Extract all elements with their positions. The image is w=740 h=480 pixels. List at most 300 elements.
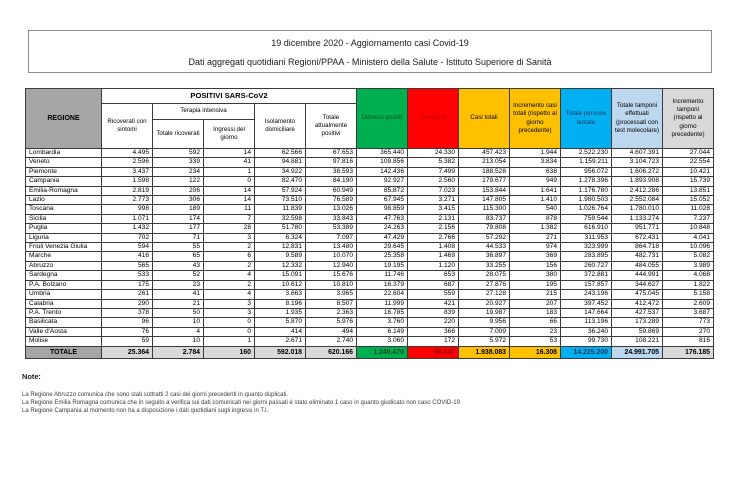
- cell-value: 6.324: [255, 233, 306, 242]
- cell-value: 10.612: [255, 280, 306, 289]
- cell-value: 29.645: [357, 243, 408, 252]
- cell-value: 2.412.286: [612, 186, 663, 195]
- cell-value: 3: [204, 308, 255, 317]
- cell-value: 1.935: [255, 308, 306, 317]
- cell-value: 11: [204, 205, 255, 214]
- cell-value: 53.389: [306, 224, 357, 233]
- cell-value: 44.533: [459, 243, 510, 252]
- cell-value: 1.133.274: [612, 214, 663, 223]
- cell-value: 13.480: [306, 243, 357, 252]
- cell-value: 0: [204, 318, 255, 327]
- cell-value: 52: [153, 271, 204, 280]
- cell-value: 378: [102, 308, 153, 317]
- cell-value: 956.072: [561, 167, 612, 176]
- table-row: [26, 224, 714, 233]
- cell-value: 156: [510, 261, 561, 270]
- total-row: [26, 346, 714, 358]
- cell-value: 283.895: [561, 252, 612, 261]
- cell-value: 2.766: [408, 233, 459, 242]
- cell-value: 66: [510, 318, 561, 327]
- cell-value: 27.044: [663, 149, 714, 158]
- total-value: 1.249.470: [357, 346, 408, 358]
- cell-value: 1.598: [102, 177, 153, 186]
- cell-value: 38.593: [306, 167, 357, 176]
- cell-value: 13.851: [663, 186, 714, 195]
- cell-value: 290: [102, 299, 153, 308]
- cell-value: 1.408: [408, 243, 459, 252]
- cell-value: 36.240: [561, 327, 612, 336]
- cell-value: 3: [204, 299, 255, 308]
- cell-value: 2.671: [255, 337, 306, 346]
- cell-value: 951.771: [612, 224, 663, 233]
- cell-value: 10.810: [306, 280, 357, 289]
- column-header-incremento-tamponi: Incremento tamponi (rispetto al giorno precedente): [663, 89, 714, 149]
- cell-value: 33.255: [459, 261, 510, 270]
- cell-value: 1: [204, 167, 255, 176]
- cell-value: 32.598: [255, 214, 306, 223]
- cell-value: 15.052: [663, 196, 714, 205]
- cell-value: 1.893.908: [612, 177, 663, 186]
- cell-value: 20.927: [459, 299, 510, 308]
- cell-value: 3.060: [357, 337, 408, 346]
- cell-value: 484.055: [612, 261, 663, 270]
- cell-value: 147.664: [561, 308, 612, 317]
- cell-value: 16.379: [357, 280, 408, 289]
- cell-value: 687: [408, 280, 459, 289]
- cell-value: 3.834: [510, 158, 561, 167]
- cell-value: 188.528: [459, 167, 510, 176]
- total-value: 2.784: [153, 346, 204, 358]
- cell-value: 1.120: [408, 261, 459, 270]
- total-value: 592.018: [255, 346, 306, 358]
- cell-value: 271: [510, 233, 561, 242]
- cell-value: 998: [102, 205, 153, 214]
- cell-value: 43: [153, 261, 204, 270]
- cell-value: 12.332: [255, 261, 306, 270]
- cell-value: 76.589: [306, 196, 357, 205]
- cell-value: 28.075: [459, 271, 510, 280]
- cell-value: 380: [510, 271, 561, 280]
- cell-value: 2.609: [663, 299, 714, 308]
- note-line: La Regione Emilia Romagna comunica che in seguito a verifica sui dati comunicati nei giorni passati è stato eliminato 1 caso in quanto giudicato non caso COVID-19: [22, 400, 460, 406]
- cell-value: 3.415: [408, 205, 459, 214]
- cell-value: 96: [102, 318, 153, 327]
- column-header-ingressi-giorno: Ingressi del giorno: [204, 120, 255, 149]
- cell-value: 1: [204, 337, 255, 346]
- cell-value: 65: [153, 252, 204, 261]
- cell-value: 59.869: [612, 327, 663, 336]
- cell-value: 2.552.084: [612, 196, 663, 205]
- cell-value: 2.596: [102, 158, 153, 167]
- cell-value: 1.026.764: [561, 205, 612, 214]
- cell-value: 15.091: [255, 271, 306, 280]
- cell-value: 147.805: [459, 196, 510, 205]
- cell-value: 3.104.723: [612, 158, 663, 167]
- region-name: Lazio: [26, 196, 102, 205]
- total-value: 14.225.200: [561, 346, 612, 358]
- cell-value: 344.627: [612, 280, 663, 289]
- cell-value: 71: [153, 233, 204, 242]
- cell-value: 10.848: [663, 224, 714, 233]
- cell-value: 207: [510, 299, 561, 308]
- cell-value: 4.607.391: [612, 149, 663, 158]
- cell-value: 11.746: [357, 271, 408, 280]
- cell-value: 14: [204, 186, 255, 195]
- notes-section: [22, 372, 460, 415]
- cell-value: 195: [510, 280, 561, 289]
- cell-value: 3.965: [306, 290, 357, 299]
- table-row: [26, 233, 714, 242]
- cell-value: 1.382: [510, 224, 561, 233]
- cell-value: 183: [510, 308, 561, 317]
- cell-value: 28: [204, 224, 255, 233]
- cell-value: 8.507: [306, 299, 357, 308]
- table-row: [26, 149, 714, 158]
- cell-value: 14: [204, 149, 255, 158]
- column-header-totale-ricoverati: Totale ricoverati: [153, 120, 204, 149]
- cell-value: 2.819: [102, 186, 153, 195]
- cell-value: 4: [204, 290, 255, 299]
- region-name: Molise: [26, 337, 102, 346]
- region-name: Umbria: [26, 290, 102, 299]
- cell-value: 83.737: [459, 214, 510, 223]
- cell-value: 3.437: [102, 167, 153, 176]
- table-row: [26, 186, 714, 195]
- cell-value: 457.423: [459, 149, 510, 158]
- cell-value: 638: [510, 167, 561, 176]
- cell-value: 234: [153, 167, 204, 176]
- region-name: P.A. Trento: [26, 308, 102, 317]
- table-row: [26, 308, 714, 317]
- bulletin-subtitle: Dati aggregati quotidiani Regioni/PPAA - Ministero della Salute - Istituto Superiore di Sanità: [188, 57, 552, 67]
- note-line: La Regione Campania al momento non ha a disposizione i dati quotidiani sugli ingressi in T.I.: [22, 408, 269, 414]
- cell-value: 62.566: [255, 149, 306, 158]
- cell-value: 22.554: [663, 158, 714, 167]
- table-row: [26, 299, 714, 308]
- region-name: P.A. Bolzano: [26, 280, 102, 289]
- table-row: [26, 271, 714, 280]
- total-label: TOTALE: [26, 346, 102, 358]
- cell-value: 397.452: [561, 299, 612, 308]
- cell-value: 2.740: [306, 337, 357, 346]
- table-row: [26, 158, 714, 167]
- total-value: 176.185: [663, 346, 714, 358]
- cell-value: 372.881: [561, 271, 612, 280]
- cell-value: 73.510: [255, 196, 306, 205]
- notes-title: Note:: [22, 372, 41, 381]
- cell-value: 206: [153, 186, 204, 195]
- cell-value: 759.544: [561, 214, 612, 223]
- cell-value: 2.522.230: [561, 149, 612, 158]
- cell-value: 2: [204, 280, 255, 289]
- cell-value: 9.956: [459, 318, 510, 327]
- region-name: Basilicata: [26, 318, 102, 327]
- cell-value: 475.045: [612, 290, 663, 299]
- region-name: Toscana: [26, 205, 102, 214]
- cell-value: 1.278.396: [561, 177, 612, 186]
- cell-value: 6: [204, 252, 255, 261]
- cell-value: 34.922: [255, 167, 306, 176]
- cell-value: 85.872: [357, 186, 408, 195]
- cell-value: 816: [663, 337, 714, 346]
- cell-value: 974: [510, 243, 561, 252]
- cell-value: 12.831: [255, 243, 306, 252]
- cell-value: 270: [663, 327, 714, 336]
- cell-value: 82.470: [255, 177, 306, 186]
- cell-value: 109.856: [357, 158, 408, 167]
- cell-value: 172: [408, 337, 459, 346]
- cell-value: 2.560: [408, 177, 459, 186]
- table-row: [26, 243, 714, 252]
- cell-value: 10.096: [663, 243, 714, 252]
- total-value: 620.166: [306, 346, 357, 358]
- cell-value: 220: [408, 318, 459, 327]
- cell-value: 13.026: [306, 205, 357, 214]
- cell-value: 5.382: [408, 158, 459, 167]
- region-name: Marche: [26, 252, 102, 261]
- cell-value: 11.839: [255, 205, 306, 214]
- cell-value: 174: [153, 214, 204, 223]
- cell-value: 213.054: [459, 158, 510, 167]
- cell-value: 1.159.211: [561, 158, 612, 167]
- region-name: Campania: [26, 177, 102, 186]
- cell-value: 36.897: [459, 252, 510, 261]
- notes-lines: [22, 391, 460, 415]
- cell-value: 3.271: [408, 196, 459, 205]
- cell-value: 0: [204, 327, 255, 336]
- cell-value: 3.687: [663, 308, 714, 317]
- region-name: Abruzzo: [26, 261, 102, 270]
- cell-value: 243.196: [561, 290, 612, 299]
- table-row: [26, 290, 714, 299]
- cell-value: 365.440: [357, 149, 408, 158]
- cell-value: 67.945: [357, 196, 408, 205]
- cell-value: 27.876: [459, 280, 510, 289]
- cell-value: 15.676: [306, 271, 357, 280]
- cell-value: 7.097: [306, 233, 357, 242]
- covid-data-table: [25, 88, 714, 359]
- column-header-ricoverati-sintomi: Ricoverati con sintomi: [102, 104, 153, 149]
- cell-value: 4.495: [102, 149, 153, 158]
- cell-value: 592: [153, 149, 204, 158]
- cell-value: 414: [255, 327, 306, 336]
- table-header: [26, 89, 714, 149]
- cell-value: 1.641: [510, 186, 561, 195]
- cell-value: 11.999: [357, 299, 408, 308]
- cell-value: 7.009: [459, 327, 510, 336]
- cell-value: 1.071: [102, 214, 153, 223]
- cell-value: 179.677: [459, 177, 510, 186]
- cell-value: 369: [510, 252, 561, 261]
- cell-value: 115.300: [459, 205, 510, 214]
- cell-value: 76: [102, 327, 153, 336]
- cell-value: 565: [102, 261, 153, 270]
- column-header-tamponi-effettuati: Totale tamponi effettuati (processati con test molecolare): [612, 89, 663, 149]
- cell-value: 189: [153, 205, 204, 214]
- cell-value: 10.421: [663, 167, 714, 176]
- total-value: 25.364: [102, 346, 153, 358]
- cell-value: 11.028: [663, 205, 714, 214]
- cell-value: 5.972: [459, 337, 510, 346]
- cell-value: 306: [153, 196, 204, 205]
- total-value: 68.447: [408, 346, 459, 358]
- region-name: Emilia-Romagna: [26, 186, 102, 195]
- cell-value: 12.940: [306, 261, 357, 270]
- cell-value: 366: [408, 327, 459, 336]
- cell-value: 482.731: [612, 252, 663, 261]
- cell-value: 15.739: [663, 177, 714, 186]
- table-row: [26, 205, 714, 214]
- cell-value: 949: [510, 177, 561, 186]
- cell-value: 19.195: [357, 261, 408, 270]
- cell-value: 7: [204, 214, 255, 223]
- cell-value: 444.991: [612, 271, 663, 280]
- cell-value: 416: [102, 252, 153, 261]
- cell-value: 47.763: [357, 214, 408, 223]
- cell-value: 157.857: [561, 280, 612, 289]
- cell-value: 8.196: [255, 299, 306, 308]
- region-name: Veneto: [26, 158, 102, 167]
- column-header-isolamento: Isolamento domiciliare: [255, 104, 306, 149]
- region-name: Puglia: [26, 224, 102, 233]
- cell-value: 864.718: [612, 243, 663, 252]
- cell-value: 41: [153, 290, 204, 299]
- cell-value: 2.131: [408, 214, 459, 223]
- bulletin-title: 19 dicembre 2020 - Aggiornamento casi Covid-19: [271, 38, 469, 48]
- cell-value: 21: [153, 299, 204, 308]
- cell-value: 6.149: [357, 327, 408, 336]
- cell-value: 23: [153, 280, 204, 289]
- table-row: [26, 280, 714, 289]
- cell-value: 1.432: [102, 224, 153, 233]
- cell-value: 79.808: [459, 224, 510, 233]
- cell-value: 98.859: [357, 205, 408, 214]
- cell-value: 14: [204, 196, 255, 205]
- cell-value: 4: [153, 327, 204, 336]
- cell-value: 84.190: [306, 177, 357, 186]
- cell-value: 5.082: [663, 252, 714, 261]
- cell-value: 55: [153, 243, 204, 252]
- region-name: Valle d'Aosta: [26, 327, 102, 336]
- cell-value: 616.910: [561, 224, 612, 233]
- cell-value: 672.431: [612, 233, 663, 242]
- column-header-incremento-casi: Incremento casi totali (rispetto al giorno precedente): [510, 89, 561, 149]
- cell-value: 540: [510, 205, 561, 214]
- cell-value: 2.363: [306, 308, 357, 317]
- cell-value: 2.773: [102, 196, 153, 205]
- table-row: [26, 167, 714, 176]
- cell-value: 494: [306, 327, 357, 336]
- table-row: [26, 327, 714, 336]
- cell-value: 25.358: [357, 252, 408, 261]
- cell-value: 24.330: [408, 149, 459, 158]
- cell-value: 1.980.503: [561, 196, 612, 205]
- cell-value: 23: [510, 327, 561, 336]
- cell-value: 773: [663, 318, 714, 327]
- cell-value: 92.927: [357, 177, 408, 186]
- cell-value: 5.158: [663, 290, 714, 299]
- cell-value: 4.068: [663, 271, 714, 280]
- region-name: Calabria: [26, 299, 102, 308]
- cell-value: 3.989: [663, 261, 714, 270]
- cell-value: 19.987: [459, 308, 510, 317]
- cell-value: 9.589: [255, 252, 306, 261]
- column-group-positivi: POSITIVI SARS-CoV2: [102, 89, 357, 104]
- cell-value: 4.041: [663, 233, 714, 242]
- column-header-dimessi-guariti: Dimessi guariti: [357, 89, 408, 149]
- cell-value: 57.292: [459, 233, 510, 242]
- cell-value: 177: [153, 224, 204, 233]
- cell-value: 10.070: [306, 252, 357, 261]
- cell-value: 3.760: [357, 318, 408, 327]
- cell-value: 10: [153, 318, 204, 327]
- cell-value: 261: [102, 290, 153, 299]
- cell-value: 122: [153, 177, 204, 186]
- cell-value: 260.727: [561, 261, 612, 270]
- total-value: 1.938.083: [459, 346, 510, 358]
- cell-value: 421: [408, 299, 459, 308]
- region-name: Friuli Venezia Giulia: [26, 243, 102, 252]
- title-box: [28, 30, 712, 73]
- cell-value: 2: [204, 243, 255, 252]
- cell-value: 175: [102, 280, 153, 289]
- cell-value: 10: [153, 337, 204, 346]
- cell-value: 53: [510, 337, 561, 346]
- cell-value: 99.730: [561, 337, 612, 346]
- cell-value: 173.289: [612, 318, 663, 327]
- cell-value: 1.780.010: [612, 205, 663, 214]
- cell-value: 4: [204, 271, 255, 280]
- cell-value: 97.816: [306, 158, 357, 167]
- cell-value: 57.924: [255, 186, 306, 195]
- cell-value: 311.953: [561, 233, 612, 242]
- cell-value: 41: [204, 158, 255, 167]
- column-group-terapia-intensiva: Terapia intensiva: [153, 104, 255, 120]
- cell-value: 153.844: [459, 186, 510, 195]
- cell-value: 412.472: [612, 299, 663, 308]
- cell-value: 108.221: [612, 337, 663, 346]
- region-name: Lombardia: [26, 149, 102, 158]
- column-header-persone-testate: Totale persone testate: [561, 89, 612, 149]
- cell-value: 50: [153, 308, 204, 317]
- cell-value: 3.663: [255, 290, 306, 299]
- total-value: 160: [204, 346, 255, 358]
- table-row: [26, 177, 714, 186]
- table-row: [26, 214, 714, 223]
- cell-value: 5.870: [255, 318, 306, 327]
- cell-value: 142.436: [357, 167, 408, 176]
- cell-value: 1.822: [663, 280, 714, 289]
- cell-value: 5.976: [306, 318, 357, 327]
- table-body: [26, 149, 714, 359]
- cell-value: 67.653: [306, 149, 357, 158]
- cell-value: 24.263: [357, 224, 408, 233]
- cell-value: 323.999: [561, 243, 612, 252]
- table-row: [26, 196, 714, 205]
- cell-value: 47.429: [357, 233, 408, 242]
- cell-value: 702: [102, 233, 153, 242]
- cell-value: 1.469: [408, 252, 459, 261]
- table-row: [26, 337, 714, 346]
- cell-value: 339: [153, 158, 204, 167]
- cell-value: 427.537: [612, 308, 663, 317]
- cell-value: 113.196: [561, 318, 612, 327]
- cell-value: 594: [102, 243, 153, 252]
- cell-value: 1.606.272: [612, 167, 663, 176]
- cell-value: 2: [204, 261, 255, 270]
- region-name: Sicilia: [26, 214, 102, 223]
- cell-value: 878: [510, 214, 561, 223]
